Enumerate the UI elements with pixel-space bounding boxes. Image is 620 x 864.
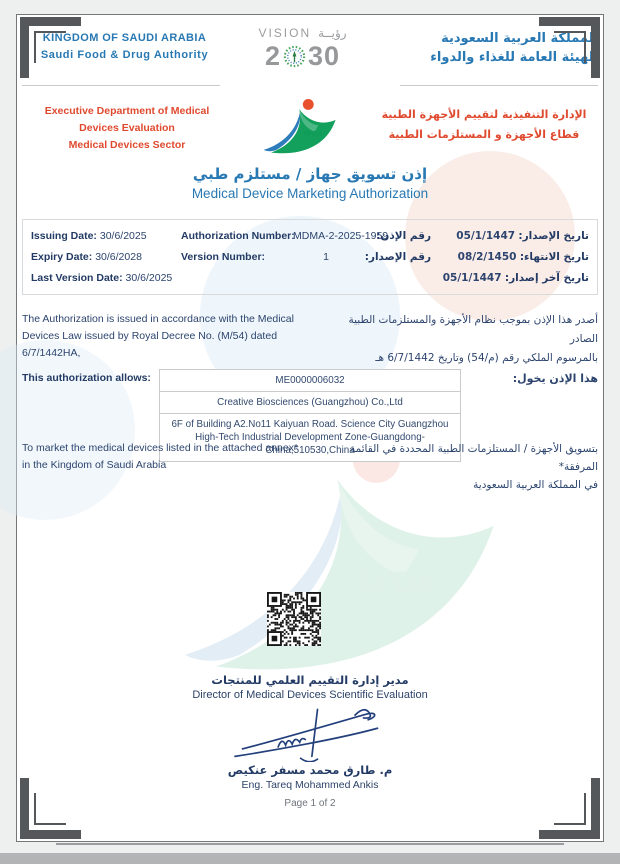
last-version-date-label: Last Version Date: [31,272,123,284]
establishment-id: ME0000006032 [160,370,460,392]
decree-en-line: Devices Law issued by Royal Decree No. (M/54) dated [22,330,278,342]
vision-digit-30: 30 [307,41,341,71]
decree-statement [22,311,598,368]
issuing-date-hijri: 05/1/1447 [456,230,516,242]
establishment-name: Creative Biosciences (Guangzhou) Co.,Ltd [160,392,460,414]
signatory-name-arabic: م. طارق محمد مسفر عنكيص [227,763,393,777]
authorization-number-label-ar: رقم الإذن: [376,230,431,242]
header [22,26,598,72]
frame-corner-top-left [14,11,78,75]
frame-corner-bottom-left [14,781,78,845]
issuing-date-value: 30/6/2025 [99,230,147,242]
vision-word-en: VISION [258,26,312,40]
document-title [22,165,598,201]
sheet-shadow [56,843,564,845]
signatory-role-english: Director of Medical Devices Scientific Evaluation [192,689,428,701]
dates-hijri-column [431,226,589,289]
kingdom-line-ar: المملكة العربية السعودية [441,31,598,46]
decree-english [22,311,307,368]
vision-word-ar: رؤيــة [318,26,347,40]
last-version-date-label-ar: تاريخ آخر إصدار: [504,272,589,284]
vision-digit-2: 2 [264,41,281,71]
decree-ar-line: بالمرسوم الملكي رقم (م/54) وتاريخ 6/7/1442 هـ [375,352,598,364]
allows-label-arabic: هذا الإذن يخول: [512,372,598,385]
expiry-date-label-ar: تاريخ الانتهاء: [519,251,589,263]
market-en-line: To market the medical devices listed in the attached annex* [22,442,299,454]
decree-en-line: The Authorization is issued in accordance with the Medical [22,313,294,325]
sfda-logo [232,97,370,161]
market-en-line: in the Kingdom of Saudi Arabia [22,459,167,471]
frame-corner-bottom-right [542,781,606,845]
authorization-number-value: MDMA-2-2025-1959 [293,230,389,242]
department-arabic [370,97,598,145]
decree-arabic [323,311,598,368]
expiry-date-hijri: 08/2/1450 [457,251,517,263]
numbers-labels-arabic [359,226,431,289]
department-english [22,97,232,154]
dept-en-line: Devices Evaluation [79,122,175,134]
last-version-date-hijri: 05/1/1447 [442,272,502,284]
dept-en-line: Executive Department of Medical [44,105,210,117]
title-arabic: إذن تسويق جهاز / مستلزم طبي [192,165,428,183]
issuing-date-label: Issuing Date: [31,230,97,242]
dept-en-line: Medical Devices Sector [68,139,186,151]
title-english: Medical Device Marketing Authorization [191,186,429,201]
version-number-label-ar: رقم الإصدار: [364,251,431,263]
authority-line: Saudi Food & Drug Authority [40,49,209,61]
numbers-column [181,226,389,289]
market-english [22,440,312,494]
market-ar-line: بتسويق الأجهزة / المستلزمات الطبية المحددة في القائمة المرفقة* [349,443,598,473]
dates-english-column [31,226,181,289]
signatory-name-english: Eng. Tareq Mohammed Ankis [241,779,379,791]
header-divider [22,85,598,86]
dept-ar-line: الإدارة التنفيذية لتقييم الأجهزة الطبية [381,108,587,121]
establishment-address: 6F of Building A2.No11 Kaiyuan Road. Science City Guangzhou High-Tech Industrial Development Zone-Guangdong-China,510530,China [171,419,449,456]
kingdom-line: KINGDOM OF SAUDI ARABIA [42,32,207,44]
vision-2030-logo [227,26,378,72]
signature-block [22,673,598,791]
version-number-label: Version Number: [181,251,266,263]
decree-en-line: 6/7/1442HA, [22,347,81,359]
allows-label-english: This authorization allows: [22,372,151,384]
frame-corner-top-right [542,11,606,75]
market-ar-line: في المملكة العربية السعودية [473,479,598,491]
authorization-number-label: Authorization Number: [181,230,295,242]
handwritten-signature [220,702,400,762]
market-statement [22,440,598,494]
market-arabic [328,440,598,494]
authorization-details-box [22,219,598,295]
page-number: Page 1 of 2 [284,798,336,809]
signatory-role-arabic: مدير إدارة التقييم العلمي للمنتجات [211,673,409,687]
authority-line-ar: الهيئة العامة للغذاء والدواء [430,50,598,65]
dept-ar-line: قطاع الأجهزة و المستلزمات الطبية [388,128,580,141]
expiry-date-label: Expiry Date: [31,251,93,263]
decree-ar-line: أصدر هذا الإذن بموجب نظام الأجهزة والمستلزمات الطبية الصادر [348,314,598,345]
sfda-logo-icon [251,97,351,161]
bottom-band [0,853,620,864]
expiry-date-value: 30/6/2028 [95,251,142,263]
last-version-date-value: 30/6/2025 [125,272,173,284]
issuing-date-label-ar: تاريخ الإصدار: [518,230,589,242]
version-number-value: 1 [323,251,329,263]
vision-2030-emblem-icon [282,44,307,69]
department-row [22,97,598,161]
qr-code [267,592,321,646]
